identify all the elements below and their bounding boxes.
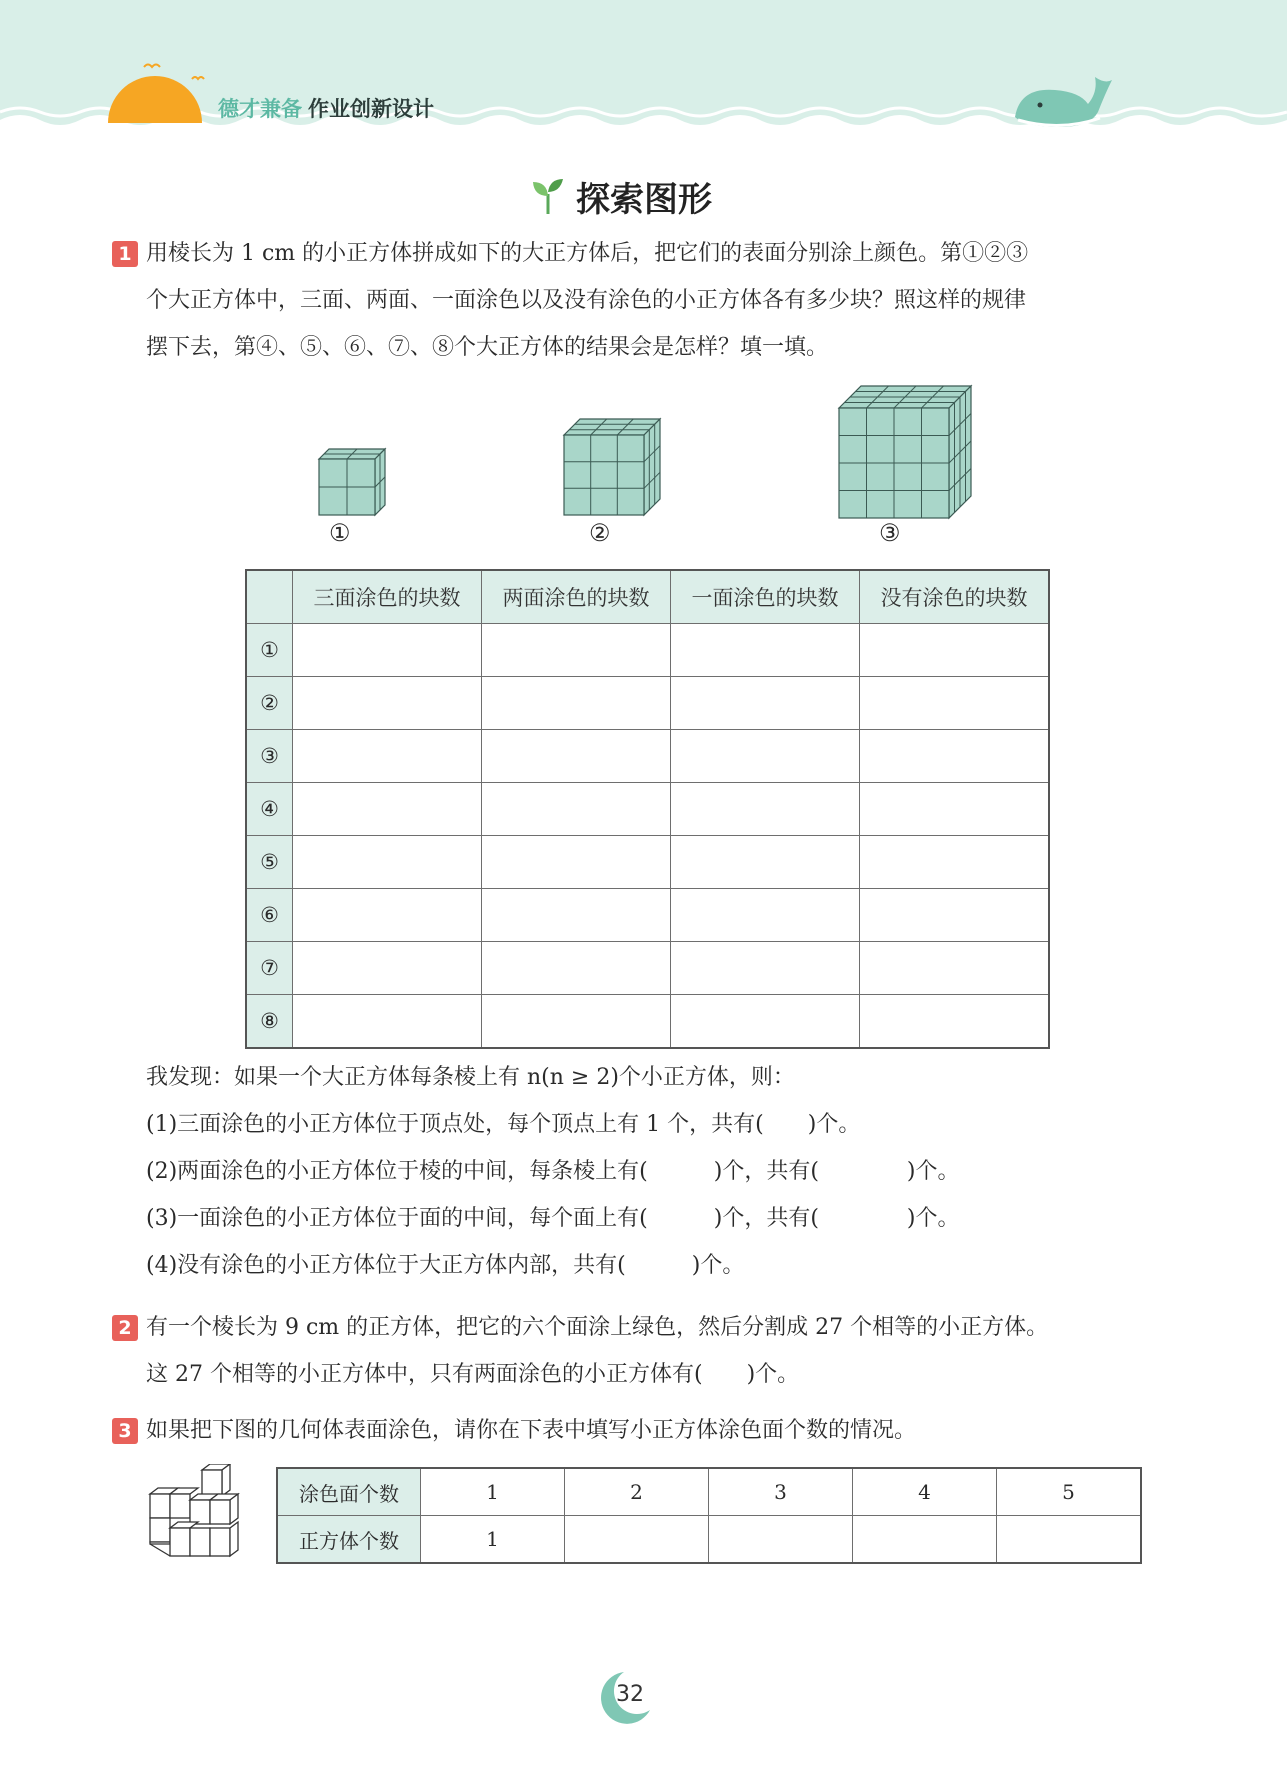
table-cell: 1 <box>421 1468 565 1516</box>
answer-cell[interactable] <box>860 889 1050 942</box>
col-header: 一面涂色的块数 <box>671 570 860 624</box>
answer-cell[interactable] <box>293 836 482 889</box>
sun-icon <box>100 55 210 125</box>
table-row <box>246 942 1049 995</box>
row-label: ⑧ <box>246 995 293 1049</box>
table-row <box>246 730 1049 783</box>
col-header: 两面涂色的块数 <box>482 570 671 624</box>
table-row <box>246 836 1049 889</box>
table-row <box>246 783 1049 836</box>
question-number-3: 3 <box>112 1418 138 1444</box>
cube-figure-1 <box>315 445 390 520</box>
q3-line: 如果把下图的几何体表面涂色，请你在下表中填写小正方体涂色面个数的情况。 <box>146 1418 917 1443</box>
col-header: 三面涂色的块数 <box>293 570 482 624</box>
sprout-icon <box>530 176 566 216</box>
page-title: 探索图形 <box>576 179 712 220</box>
table-corner <box>246 570 293 624</box>
table-cell: 5 <box>997 1468 1142 1516</box>
brand-colored: 德才兼备 <box>218 97 302 121</box>
answer-cell[interactable] <box>482 995 671 1049</box>
q1-line-1: 用棱长为 1 cm 的小正方体拼成如下的大正方体后，把它们的表面分别涂上颜色。第①②③ <box>146 241 1029 266</box>
q1-table <box>245 569 1050 1049</box>
row-label: ⑤ <box>246 836 293 889</box>
cube-figure-3 <box>835 382 975 522</box>
answer-cell[interactable] <box>709 1516 853 1564</box>
q2-line-2: 这 27 个相等的小正方体中，只有两面涂色的小正方体有( )个。 <box>146 1362 800 1387</box>
discovery-item-3: (3)一面涂色的小正方体位于面的中间，每个面上有( )个，共有( )个。 <box>146 1206 960 1231</box>
row-label: ④ <box>246 783 293 836</box>
section-title <box>530 172 712 220</box>
discovery-item-4: (4)没有涂色的小正方体位于大正方体内部，共有( )个。 <box>146 1253 745 1278</box>
answer-cell[interactable] <box>860 783 1050 836</box>
row-label: ⑥ <box>246 889 293 942</box>
whale-icon <box>1010 72 1115 132</box>
answer-cell[interactable] <box>853 1516 997 1564</box>
q1-line-3: 摆下去，第④、⑤、⑥、⑦、⑧个大正方体的结果会是怎样？填一填。 <box>146 335 829 360</box>
answer-cell[interactable] <box>482 836 671 889</box>
answer-cell[interactable] <box>293 624 482 677</box>
table-cell: 1 <box>421 1516 565 1564</box>
figure-label-1: ① <box>329 519 351 547</box>
discovery-item-1: (1)三面涂色的小正方体位于顶点处，每个顶点上有 1 个，共有( )个。 <box>146 1112 861 1137</box>
answer-cell[interactable] <box>860 836 1050 889</box>
answer-cell[interactable] <box>671 889 860 942</box>
answer-cell[interactable] <box>293 942 482 995</box>
answer-cell[interactable] <box>482 624 671 677</box>
answer-cell[interactable] <box>671 624 860 677</box>
answer-cell[interactable] <box>671 677 860 730</box>
answer-cell[interactable] <box>293 889 482 942</box>
table-cell: 3 <box>709 1468 853 1516</box>
discovery-intro: 我发现：如果一个大正方体每条棱上有 n(n ≥ 2)个小正方体，则： <box>146 1065 795 1090</box>
table-row <box>277 1468 1141 1516</box>
answer-cell[interactable] <box>293 730 482 783</box>
q1-line-2: 个大正方体中，三面、两面、一面涂色以及没有涂色的小正方体各有多少块？照这样的规律 <box>146 288 1027 313</box>
answer-cell[interactable] <box>482 677 671 730</box>
answer-cell[interactable] <box>293 995 482 1049</box>
answer-cell[interactable] <box>293 677 482 730</box>
brand <box>218 93 434 123</box>
answer-cell[interactable] <box>671 836 860 889</box>
figure-label-2: ② <box>589 519 611 547</box>
row-label: ② <box>246 677 293 730</box>
answer-cell[interactable] <box>671 783 860 836</box>
answer-cell[interactable] <box>860 677 1050 730</box>
row-label: 涂色面个数 <box>277 1468 421 1516</box>
discovery-item-2: (2)两面涂色的小正方体位于棱的中间，每条棱上有( )个，共有( )个。 <box>146 1159 960 1184</box>
answer-cell[interactable] <box>997 1516 1142 1564</box>
page-number-text: 32 <box>616 1682 644 1707</box>
q3-table <box>276 1467 1142 1564</box>
row-label: ① <box>246 624 293 677</box>
answer-cell[interactable] <box>482 942 671 995</box>
table-cell: 4 <box>853 1468 997 1516</box>
answer-cell[interactable] <box>860 730 1050 783</box>
answer-cell[interactable] <box>860 995 1050 1049</box>
answer-cell[interactable] <box>293 783 482 836</box>
figure-label-3: ③ <box>879 519 901 547</box>
table-row <box>277 1516 1141 1564</box>
question-number-2: 2 <box>112 1315 138 1341</box>
table-cell: 2 <box>565 1468 709 1516</box>
stacked-cubes-figure <box>142 1464 250 1568</box>
answer-cell[interactable] <box>482 730 671 783</box>
answer-cell[interactable] <box>671 942 860 995</box>
row-label: ⑦ <box>246 942 293 995</box>
answer-cell[interactable] <box>671 995 860 1049</box>
answer-cell[interactable] <box>482 783 671 836</box>
page-number <box>596 1668 656 1728</box>
question-number-1: 1 <box>112 241 138 267</box>
col-header: 没有涂色的块数 <box>860 570 1050 624</box>
brand-dark: 作业创新设计 <box>308 97 434 121</box>
table-row <box>246 889 1049 942</box>
q2-line-1: 有一个棱长为 9 cm 的正方体，把它的六个面涂上绿色，然后分割成 27 个相等的小正方体。 <box>146 1315 1049 1340</box>
cube-figure-2 <box>560 415 665 520</box>
table-header-row <box>246 570 1049 624</box>
answer-cell[interactable] <box>482 889 671 942</box>
answer-cell[interactable] <box>860 942 1050 995</box>
table-row <box>246 677 1049 730</box>
table-row <box>246 624 1049 677</box>
answer-cell[interactable] <box>671 730 860 783</box>
answer-cell[interactable] <box>860 624 1050 677</box>
row-label: 正方体个数 <box>277 1516 421 1564</box>
answer-cell[interactable] <box>565 1516 709 1564</box>
table-row <box>246 995 1049 1049</box>
row-label: ③ <box>246 730 293 783</box>
